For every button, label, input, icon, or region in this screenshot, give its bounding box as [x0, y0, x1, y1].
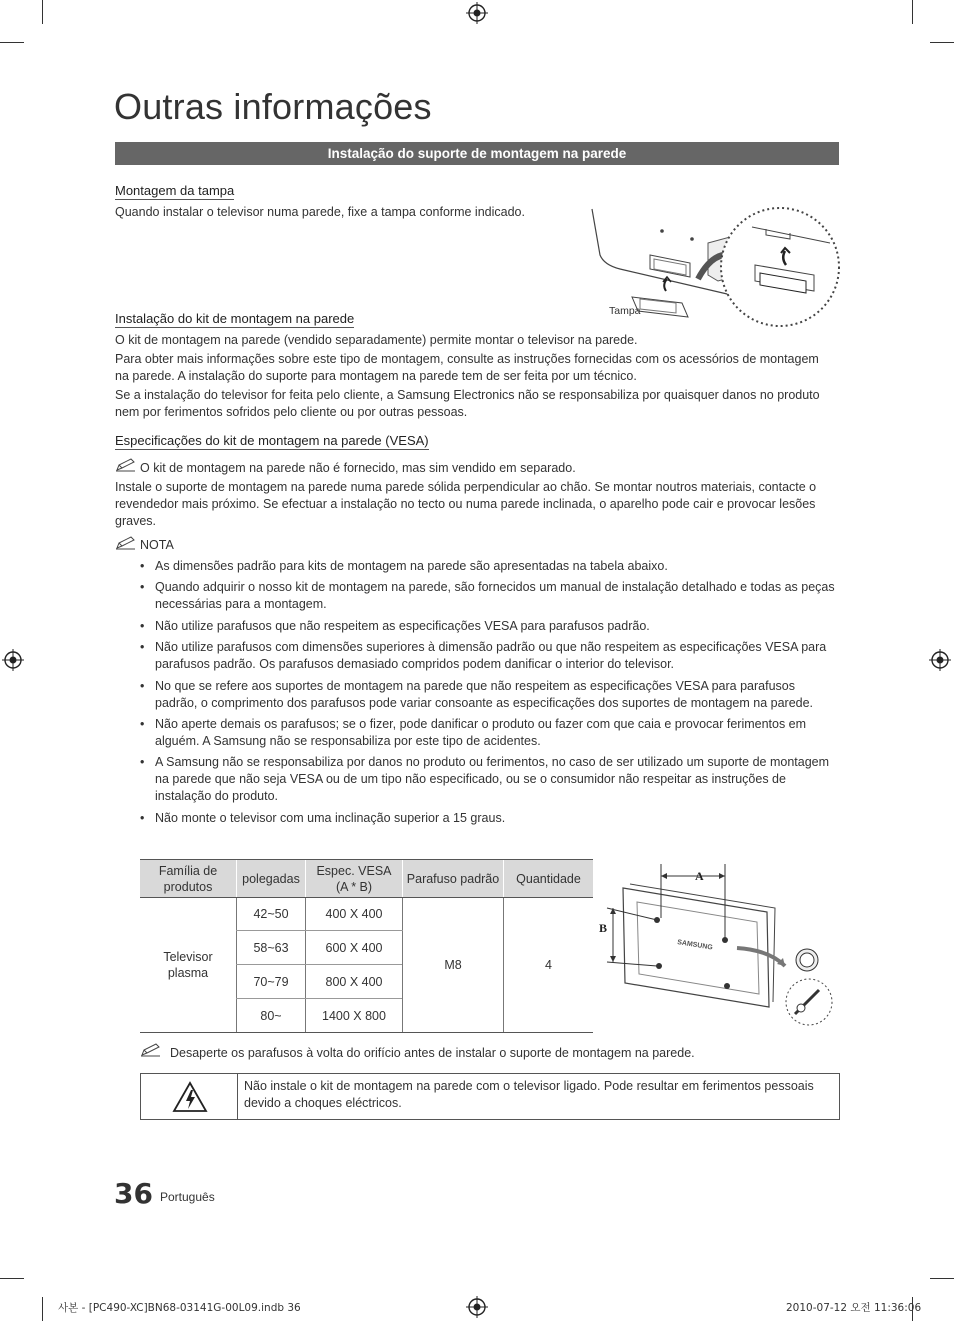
column-header: Família de produtos — [140, 860, 237, 898]
column-header: Espec. VESA (A * B) — [306, 860, 403, 898]
registration-mark-icon — [2, 649, 24, 671]
column-header: Quantidade — [504, 860, 594, 898]
file-info: 사본 - [PC490-XC]BN68-03141G-00L09.indb 36 — [58, 1302, 301, 1314]
list-item: • Não aperte demais os parafusos; se o fizer, pode danificar o produto ou fazer com que caia e provocar ferimentos em alguém. A Samsung não se responsabiliza por este tipo de acidentes. — [140, 716, 840, 750]
tv-back-figure — [597, 862, 837, 1034]
vesa-table — [140, 859, 593, 1033]
inches-cell: 70~79 — [237, 965, 306, 999]
crop-mark — [912, 0, 913, 24]
vesa-cell: 800 X 400 — [306, 965, 403, 999]
warning-divider — [237, 1074, 238, 1119]
nota-label: NOTA — [140, 538, 174, 552]
warning-text: Não instale o kit de montagem na parede com o televisor ligado. Pode resultar em ferimentos pessoais devido a choques eléctricos. — [244, 1079, 814, 1110]
language-label: Português — [160, 1190, 215, 1204]
pencil-note-icon — [115, 536, 137, 550]
warning-box — [140, 1073, 840, 1120]
cover-heading: Montagem da tampa — [115, 183, 235, 198]
crop-mark — [930, 42, 954, 43]
dimension-label-b: B — [599, 921, 608, 935]
list-item: • No que se refere aos suportes de montagem na parede que não respeitem as especificações VESA para parafusos padrão, o comprimento dos parafusos pode variar consoante as especificações dos suportes de montagem na parede. — [140, 678, 840, 712]
pencil-note-icon — [140, 1043, 162, 1057]
print-timestamp: 2010-07-12 오전 11:36:06 — [786, 1302, 922, 1314]
list-item: • As dimensões padrão para kits de montagem na parede são apresentadas na tabela abaixo. — [140, 558, 840, 575]
unscrew-note: Desaperte os parafusos à volta do orifício antes de instalar o suporte de montagem na parede. — [170, 1046, 695, 1060]
inches-cell: 58~63 — [237, 931, 306, 965]
quantity-cell: 4 — [504, 898, 594, 1033]
kit-heading: Instalação do kit de montagem na parede — [115, 311, 355, 326]
page-number: 36 — [114, 1177, 153, 1210]
column-header: Parafuso padrão — [403, 860, 504, 898]
tv-brand: SAMSUNG — [676, 939, 714, 952]
electric-shock-warning-icon — [172, 1081, 208, 1113]
vesa-note: O kit de montagem na parede não é fornecido, mas sim vendido em separado. — [140, 461, 576, 475]
screw-cell: M8 — [403, 898, 504, 1033]
list-item: • A Samsung não se responsabiliza por danos no produto ou ferimentos, no caso de ser utilizado um suporte de montagem na parede que não seja VESA ou de um tipo não especificado, ou se o consumidor não respeitar as instruções de instalação do produto. — [140, 754, 840, 805]
list-item: • Quando adquirir o nosso kit de montagem na parede, são fornecidos um manual de instalação detalhado e todas as peças necessárias para a montagem. — [140, 579, 840, 613]
cover-label: Tampa — [609, 305, 641, 317]
column-header: polegadas — [237, 860, 306, 898]
notes-list — [140, 558, 840, 831]
kit-paragraph: Se a instalação do televisor for feita pelo cliente, a Samsung Electronics não se responsabiliza por quaisquer danos no produto nem por ferimentos sofridos pelo cliente ou por outras pessoas. — [115, 388, 820, 420]
registration-mark-icon — [466, 2, 488, 24]
crop-mark — [42, 0, 43, 24]
list-item: • Não utilize parafusos que não respeitem as especificações VESA para parafusos padrão. — [140, 618, 840, 635]
kit-paragraph: Para obter mais informações sobre este tipo de montagem, consulte as instruções fornecidas com os acessórios de montagem na parede. A instalação do suporte para montagem na parede tem de ser feita por um técnico. — [115, 352, 819, 384]
page-title: Outras informações — [114, 86, 432, 127]
list-item: • Não utilize parafusos com dimensões superiores à dimensão padrão ou que não respeitem as especificações VESA para parafusos padrão. Os parafusos demasiado compridos podem danificar o interior do televisor. — [140, 639, 840, 673]
table-row — [140, 898, 593, 931]
vesa-paragraph: Instale o suporte de montagem na parede numa parede sólida perpendicular ao chão. Se montar noutros materiais, contacte o revendedor mais próximo. Se efectuar a instalação no tecto ou numa parede inclinada, o aparelho pode cair e provocar lesões graves. — [115, 480, 817, 529]
crop-mark — [0, 1278, 24, 1279]
dimension-label-a: A — [695, 869, 704, 883]
registration-mark-icon — [466, 1296, 488, 1318]
section-header: Instalação do suporte de montagem na parede — [115, 142, 839, 165]
inches-cell: 80~ — [237, 999, 306, 1033]
crop-mark — [0, 42, 24, 43]
family-cell: Televisor plasma — [140, 898, 237, 1033]
list-item: • Não monte o televisor com uma inclinação superior a 15 graus. — [140, 810, 840, 827]
inches-cell: 42~50 — [237, 898, 306, 931]
registration-mark-icon — [929, 649, 951, 671]
crop-mark — [930, 1278, 954, 1279]
vesa-heading: Especificações do kit de montagem na parede (VESA) — [115, 433, 429, 448]
table-header-row — [140, 860, 593, 898]
kit-paragraph: O kit de montagem na parede (vendido separadamente) permite montar o televisor na parede. — [115, 333, 638, 347]
vesa-cell: 600 X 400 — [306, 931, 403, 965]
vesa-cell: 1400 X 800 — [306, 999, 403, 1033]
crop-mark — [42, 1297, 43, 1321]
vesa-cell: 400 X 400 — [306, 898, 403, 931]
cover-text: Quando instalar o televisor numa parede, fixe a tampa conforme indicado. — [115, 205, 525, 219]
pencil-note-icon — [115, 458, 137, 472]
